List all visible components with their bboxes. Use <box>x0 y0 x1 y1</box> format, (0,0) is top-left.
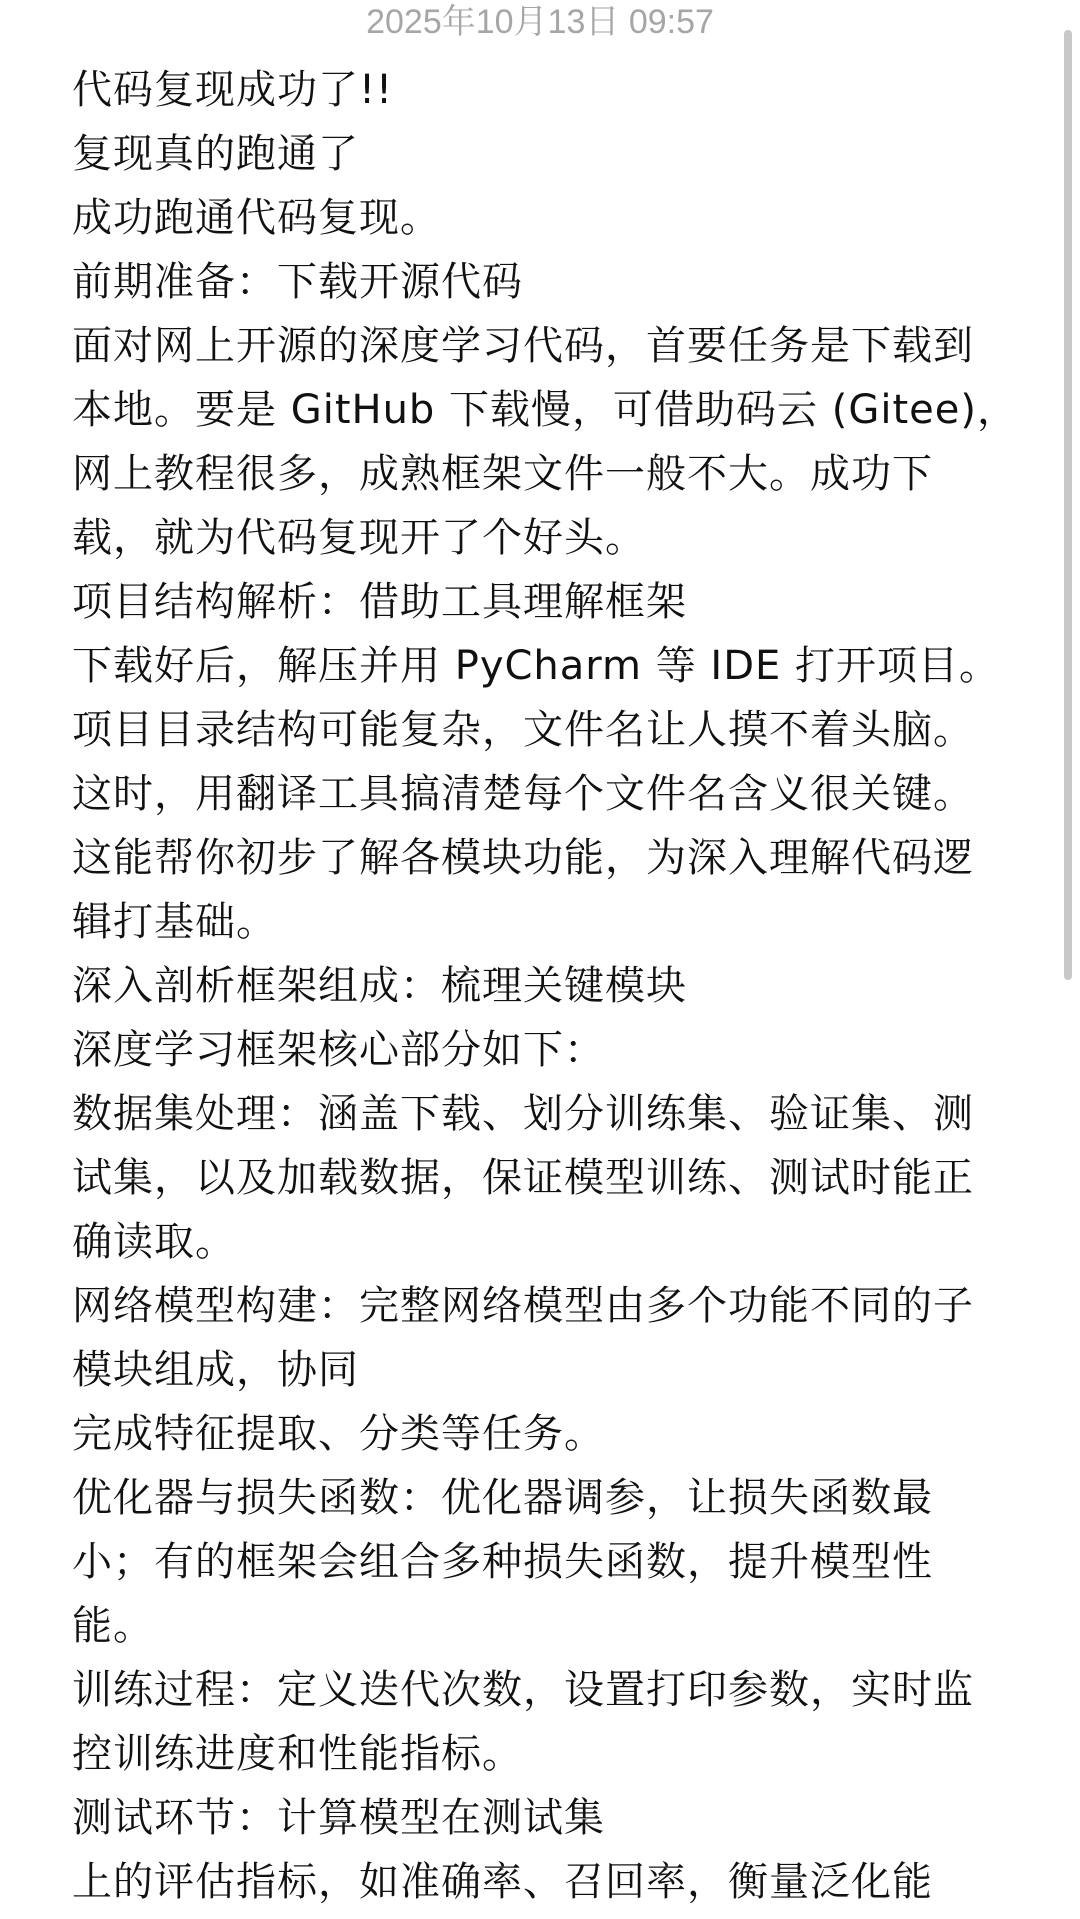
note-line: 模块组成，协同 <box>72 1347 359 1393</box>
note-line: 确读取。 <box>72 1219 236 1265</box>
note-line: 这时，用翻译工具搞清楚每个文件名含义很关键。 <box>72 771 974 817</box>
note-line: 深度学习框架核心部分如下： <box>72 1027 605 1073</box>
note-body[interactable] <box>72 58 1018 1914</box>
note-line: 控训练进度和性能指标。 <box>72 1731 523 1777</box>
note-line: 本地。要是 GitHub 下载慢，可借助码云 (Gitee)， <box>72 387 1018 433</box>
note-line: 优化器与损失函数：优化器调参，让损失函数最 <box>72 1475 933 1521</box>
note-line: 这能帮你初步了解各模块功能，为深入理解代码逻 <box>72 835 974 881</box>
note-line: 网上教程很多，成熟框架文件一般不大。成功下 <box>72 451 933 497</box>
note-line: 网络模型构建：完整网络模型由多个功能不同的子 <box>72 1283 974 1329</box>
note-timestamp: 2025年10月13日 09:57 <box>366 3 714 41</box>
note-line: 前期准备：下载开源代码 <box>72 259 523 305</box>
scrollbar[interactable] <box>1064 30 1072 980</box>
note-line: 代码复现成功了!! <box>72 67 394 113</box>
note-line: 载，就为代码复现开了个好头。 <box>72 515 646 561</box>
note-line: 辑打基础。 <box>72 899 277 945</box>
note-line: 上的评估指标，如准确率、召回率，衡量泛化能 <box>72 1859 933 1905</box>
note-line: 成功跑通代码复现。 <box>72 195 441 241</box>
note-line: 测试环节：计算模型在测试集 <box>72 1795 605 1841</box>
note-line: 项目结构解析：借助工具理解框架 <box>72 579 687 625</box>
note-line: 训练过程：定义迭代次数，设置打印参数，实时监 <box>72 1667 974 1713</box>
note-line: 小；有的框架会组合多种损失函数，提升模型性 <box>72 1539 933 1585</box>
note-line: 完成特征提取、分类等任务。 <box>72 1411 605 1457</box>
note-line: 面对网上开源的深度学习代码，首要任务是下载到 <box>72 323 974 369</box>
note-line: 数据集处理：涵盖下载、划分训练集、验证集、测 <box>72 1091 974 1137</box>
note-line: 下载好后，解压并用 PyCharm 等 IDE 打开项目。 <box>72 643 1001 689</box>
note-line: 项目目录结构可能复杂，文件名让人摸不着头脑。 <box>72 707 974 753</box>
note-line: 试集，以及加载数据，保证模型训练、测试时能正 <box>72 1155 974 1201</box>
note-line: 能。 <box>72 1603 154 1649</box>
note-line: 深入剖析框架组成：梳理关键模块 <box>72 963 687 1009</box>
note-line: 复现真的跑通了 <box>72 131 359 177</box>
